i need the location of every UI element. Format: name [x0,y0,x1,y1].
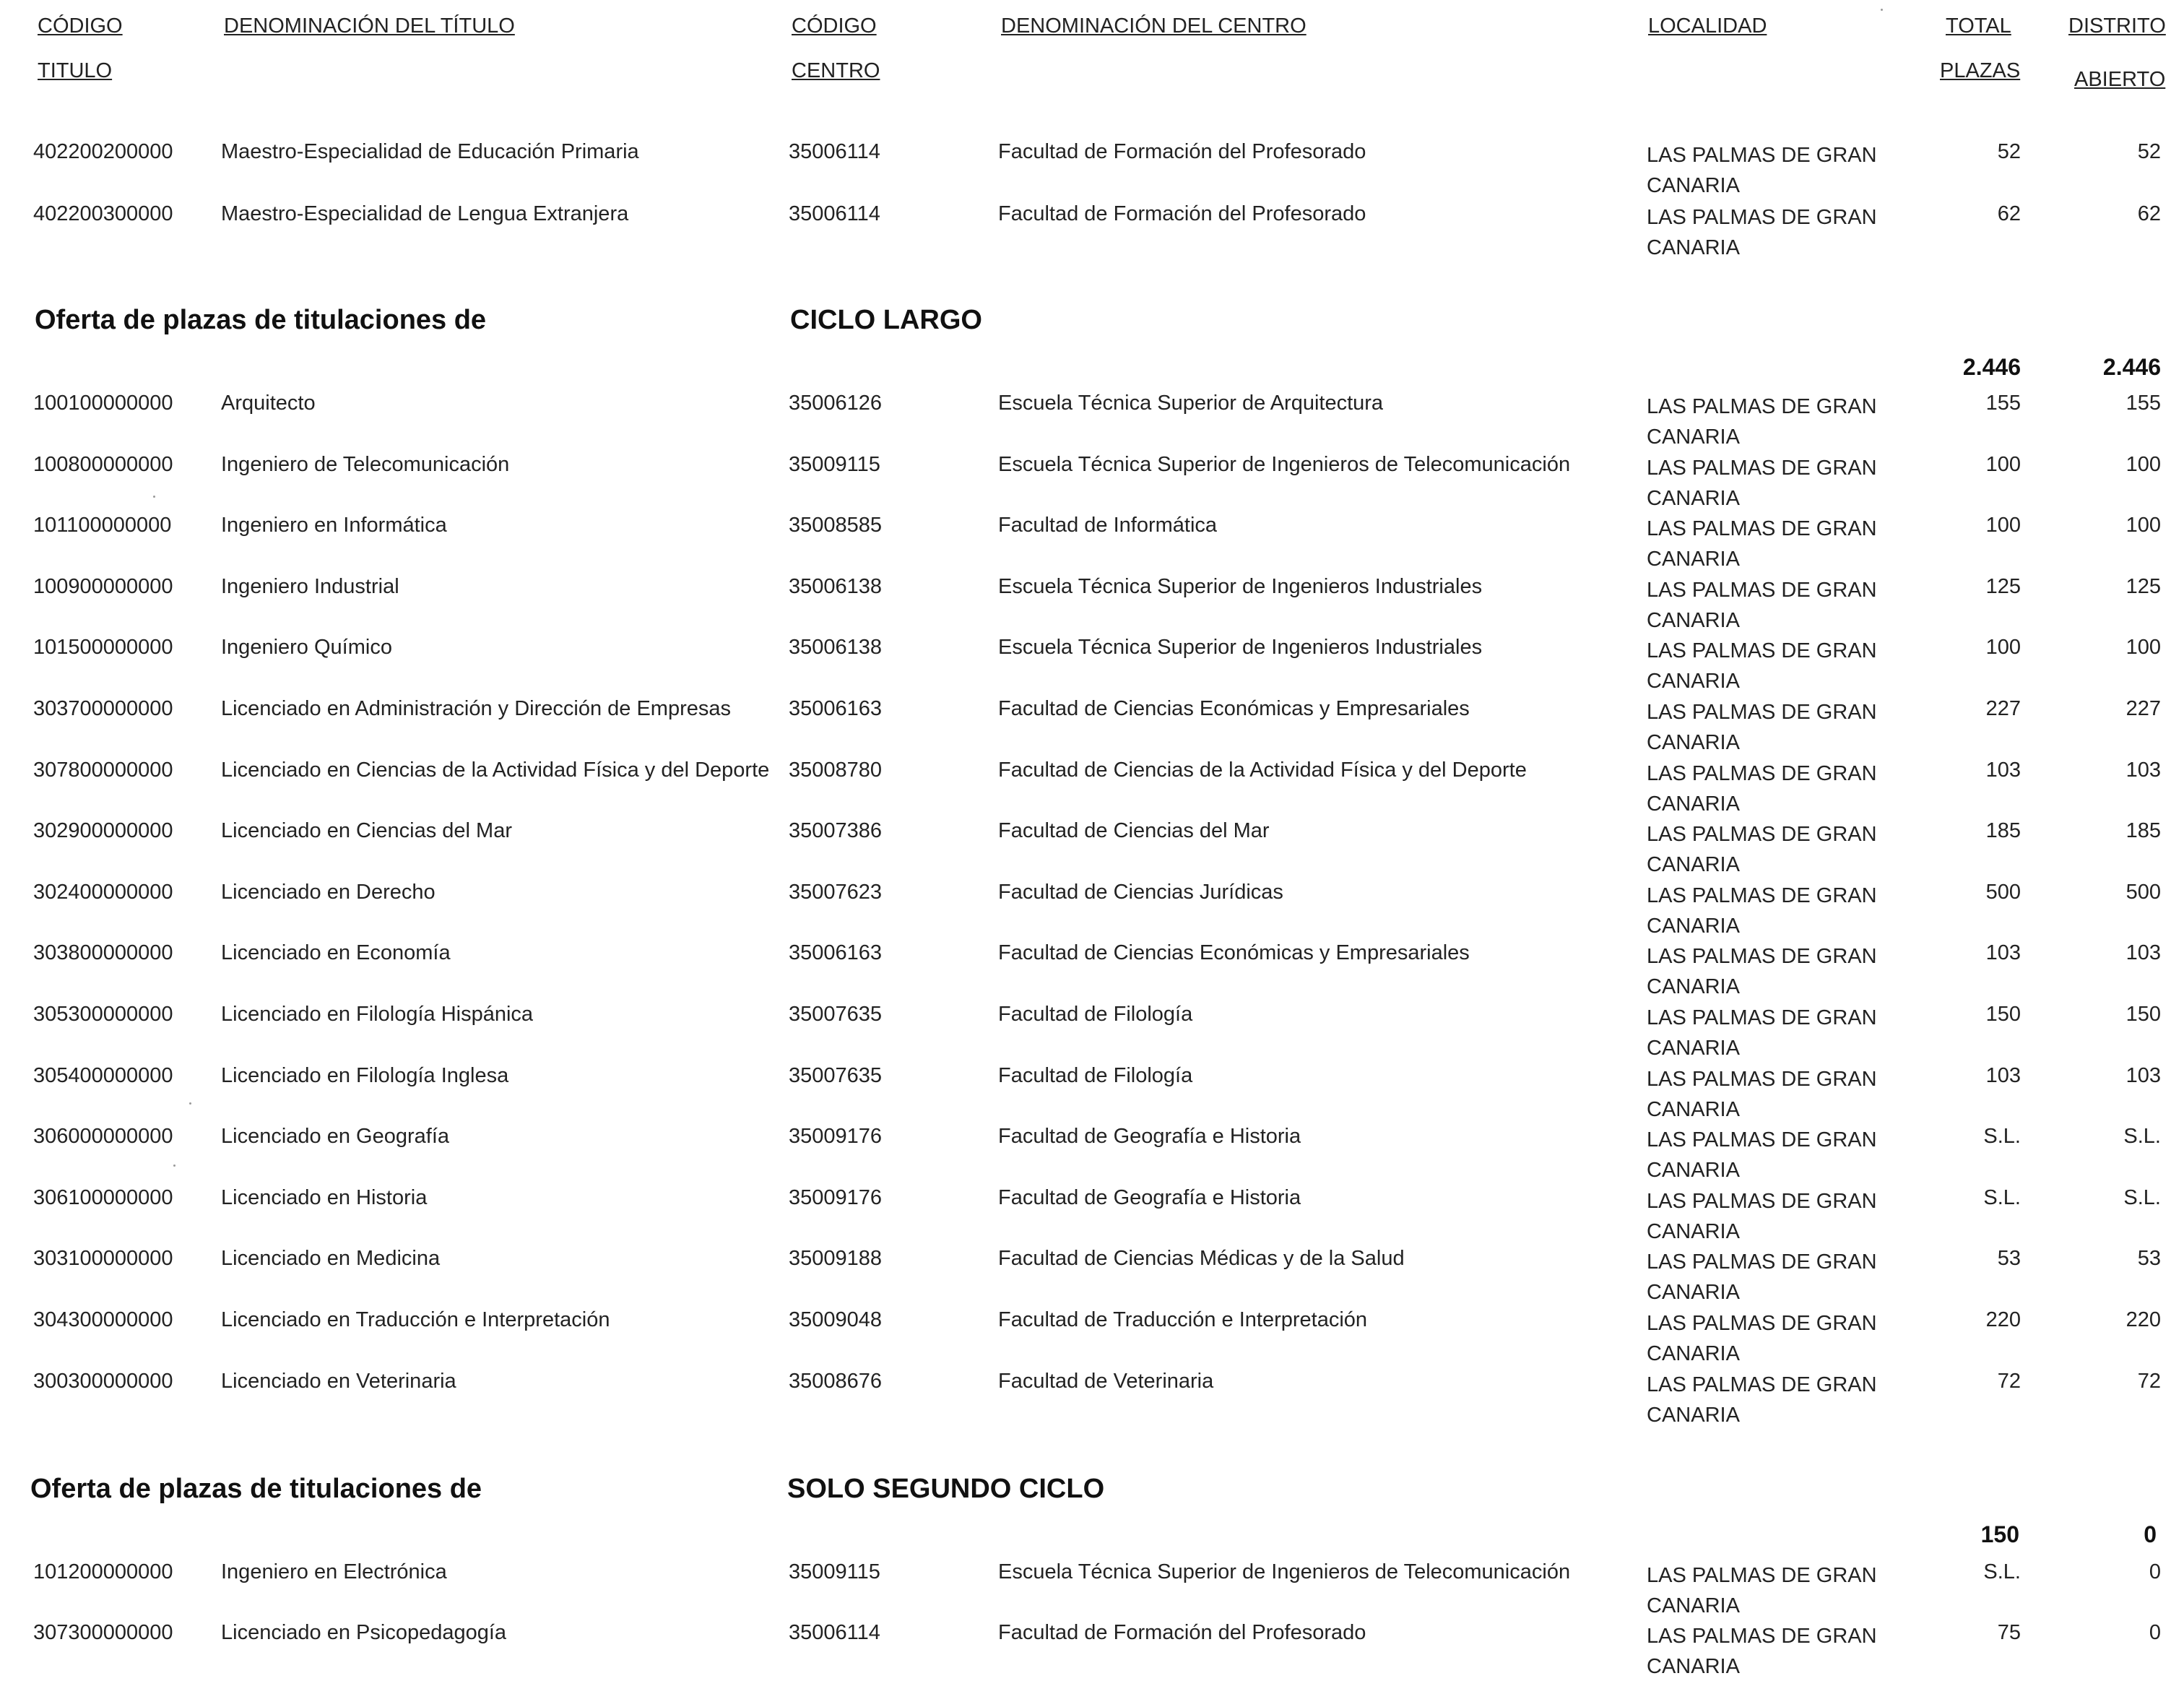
localidad: LAS PALMAS DE GRAN CANARIA [1647,1189,1877,1243]
codigo-centro: 35009048 [789,1308,883,1331]
header-denominacion-centro: DENOMINACIÓN DEL CENTRO [1001,14,1306,38]
codigo-centro: 35008676 [789,1369,883,1393]
distrito-abierto: 100 [2126,514,2161,537]
table-row [0,1247,2184,1308]
total-plazas: 52 [1997,140,2021,163]
codigo-centro: 35006138 [789,636,883,660]
codigo-titulo: 101500000000 [33,636,173,660]
codigo-titulo: 307800000000 [33,758,173,782]
localidad: LAS PALMAS DE GRAN CANARIA [1647,1128,1877,1183]
total-plazas: 72 [1997,1369,2021,1393]
section-type: SOLO SEGUNDO CICLO [787,1474,1105,1504]
denominacion-centro: Facultad de Ciencias de la Actividad Física y del Deporte [998,758,1527,782]
codigo-titulo: 100800000000 [33,452,173,476]
denominacion-centro: Escuela Técnica Superior de Ingenieros de Telecomunicación [998,452,1571,476]
table-row [0,1003,2184,1063]
distrito-abierto: 62 [2137,202,2161,225]
denominacion-titulo: Ingeniero en Informática [221,514,447,537]
denominacion-centro: Facultad de Veterinaria [998,1369,1214,1393]
table-row [0,1064,2184,1125]
table-row [0,1621,2184,1682]
denominacion-centro: Facultad de Ciencias Médicas y de la Salud [998,1247,1405,1271]
total-plazas: 150 [1985,1003,2021,1026]
distrito-abierto: 185 [2126,819,2161,843]
codigo-centro: 35007635 [789,1063,883,1087]
denominacion-centro: Facultad de Geografía e Historia [998,1125,1301,1149]
localidad: LAS PALMAS DE GRAN CANARIA [1647,456,1877,510]
localidad: LAS PALMAS DE GRAN CANARIA [1647,1373,1877,1427]
table-row [0,140,2184,201]
total-plazas: 100 [1985,636,2021,660]
total-plazas: 227 [1985,697,2021,720]
denominacion-titulo: Licenciado en Psicopedagogía [221,1621,507,1644]
total-plazas: 155 [1985,392,2021,415]
denominacion-titulo: Ingeniero Químico [221,636,392,660]
total-plazas: 185 [1985,819,2021,843]
localidad: LAS PALMAS DE GRAN CANARIA [1647,395,1877,449]
total-plazas: 2.446 [1962,354,2021,380]
denominacion-titulo: Licenciado en Derecho [221,880,436,904]
denominacion-titulo: Licenciado en Filología Hispánica [221,1003,534,1026]
distrito-abierto: 155 [2126,392,2161,415]
denominacion-centro: Facultad de Ciencias Jurídicas [998,880,1283,904]
localidad: LAS PALMAS DE GRAN CANARIA [1647,578,1877,632]
codigo-centro: 35006126 [789,392,883,415]
localidad: LAS PALMAS DE GRAN CANARIA [1647,517,1877,571]
codigo-titulo: 302400000000 [33,880,173,904]
localidad: LAS PALMAS DE GRAN CANARIA [1647,1312,1877,1365]
total-plazas: 103 [1985,1063,2021,1087]
distrito-abierto: 125 [2126,574,2161,598]
codigo-centro: 35009176 [789,1125,883,1149]
localidad: LAS PALMAS DE GRAN CANARIA [1647,761,1877,816]
denominacion-titulo: Licenciado en Historia [221,1185,428,1209]
table-row [0,575,2184,636]
denominacion-titulo: Licenciado en Veterinaria [221,1369,456,1393]
denominacion-titulo: Licenciado en Administración y Dirección de Empresas [221,697,732,720]
codigo-titulo: 304300000000 [33,1308,173,1331]
header-total-2: PLAZAS [1940,59,2021,82]
codigo-centro: 35009115 [789,452,880,476]
distrito-abierto: 220 [2126,1308,2161,1331]
codigo-titulo: 302900000000 [33,819,173,843]
header-codigo-centro-2: CENTRO [792,59,880,82]
codigo-titulo: 303800000000 [33,941,173,965]
distrito-abierto: S.L. [2123,1185,2161,1209]
table-row [0,453,2184,514]
table-row [0,941,2184,1002]
distrito-abierto: 103 [2126,758,2161,782]
table-row [0,514,2184,574]
total-plazas: 62 [1997,202,2021,225]
denominacion-titulo: Maestro-Especialidad de Lengua Extranjera [221,202,629,225]
distrito-abierto: 150 [2126,1003,2161,1026]
distrito-abierto: 103 [2126,941,2161,965]
codigo-titulo: 303700000000 [33,697,173,720]
header-denominacion-titulo: DENOMINACIÓN DEL TÍTULO [224,14,515,38]
denominacion-titulo: Licenciado en Ciencias del Mar [221,819,512,843]
distrito-abierto: 53 [2137,1247,2161,1271]
denominacion-centro: Facultad de Formación del Profesorado [998,1621,1366,1644]
denominacion-centro: Facultad de Formación del Profesorado [998,202,1366,225]
codigo-titulo: 300300000000 [33,1369,173,1393]
total-distrito: 2.446 [2102,354,2161,380]
total-plazas: S.L. [1983,1560,2021,1583]
table-row [0,1186,2184,1247]
codigo-centro: 35007623 [789,880,883,904]
table-row [0,881,2184,941]
scan-speck [1881,9,1883,11]
codigo-centro: 35008585 [789,514,883,537]
denominacion-centro: Facultad de Geografía e Historia [998,1185,1301,1209]
denominacion-titulo: Licenciado en Traducción e Interpretación [221,1308,610,1331]
denominacion-centro: Escuela Técnica Superior de Ingenieros de Telecomunicación [998,1560,1571,1583]
distrito-abierto: 52 [2137,140,2161,163]
distrito-abierto: 103 [2126,1063,2161,1087]
section-label: Oferta de plazas de titulaciones de [35,305,487,335]
codigo-titulo: 303100000000 [33,1247,173,1271]
denominacion-titulo: Ingeniero Industrial [221,574,399,598]
total-distrito: 0 [2144,1521,2157,1547]
total-plazas: 103 [1985,941,2021,965]
codigo-titulo: 305300000000 [33,1003,173,1026]
denominacion-titulo: Licenciado en Ciencias de la Actividad Física y del Deporte [221,758,770,782]
table-row [0,819,2184,880]
total-plazas: 125 [1985,574,2021,598]
localidad: LAS PALMAS DE GRAN CANARIA [1647,206,1877,259]
table-row [0,1308,2184,1369]
total-plazas: 150 [1980,1521,2019,1547]
distrito-abierto: 0 [2149,1560,2161,1583]
codigo-centro: 35007635 [789,1003,883,1026]
codigo-titulo: 100900000000 [33,574,173,598]
total-plazas: S.L. [1983,1125,2021,1149]
codigo-titulo: 306100000000 [33,1185,173,1209]
header-codigo-centro: CÓDIGO [792,14,877,38]
denominacion-titulo: Maestro-Especialidad de Educación Primaria [221,140,639,163]
codigo-titulo: 101100000000 [33,514,172,537]
codigo-centro: 35006114 [789,140,880,163]
localidad: LAS PALMAS DE GRAN CANARIA [1647,144,1877,197]
table-header [0,0,2184,108]
codigo-titulo: 402200200000 [33,140,173,163]
localidad: LAS PALMAS DE GRAN CANARIA [1647,1625,1877,1678]
header-codigo-titulo-2: TITULO [38,59,113,82]
localidad: LAS PALMAS DE GRAN CANARIA [1647,701,1877,754]
codigo-titulo: 402200300000 [33,202,173,225]
localidad: LAS PALMAS DE GRAN CANARIA [1647,1250,1877,1305]
total-plazas: 103 [1985,758,2021,782]
codigo-centro: 35006114 [789,1621,880,1644]
distrito-abierto: S.L. [2123,1125,2161,1149]
denominacion-centro: Escuela Técnica Superior de Ingenieros Industriales [998,574,1483,598]
denominacion-centro: Facultad de Ciencias del Mar [998,819,1270,843]
distrito-abierto: 0 [2149,1621,2161,1644]
total-plazas: 220 [1985,1308,2021,1331]
denominacion-titulo: Licenciado en Filología Inglesa [221,1063,509,1087]
total-plazas: 75 [1997,1621,2021,1644]
denominacion-centro: Facultad de Informática [998,514,1218,537]
total-plazas: 500 [1985,880,2021,904]
total-plazas: 100 [1985,452,2021,476]
header-distrito: DISTRITO [2068,14,2166,38]
localidad: LAS PALMAS DE GRAN CANARIA [1647,1067,1877,1121]
table-row [0,697,2184,758]
denominacion-titulo: Ingeniero de Telecomunicación [221,452,510,476]
codigo-centro: 35008780 [789,758,883,782]
total-plazas: S.L. [1983,1185,2021,1209]
codigo-centro: 35007386 [789,819,883,843]
localidad: LAS PALMAS DE GRAN CANARIA [1647,639,1877,693]
codigo-centro: 35006163 [789,697,883,720]
denominacion-centro: Escuela Técnica Superior de Ingenieros Industriales [998,636,1483,660]
header-distrito-2: ABIERTO [2074,68,2166,91]
table-row [0,759,2184,819]
table-row [0,1125,2184,1185]
denominacion-centro: Facultad de Filología [998,1063,1193,1087]
codigo-centro: 35006163 [789,941,883,965]
denominacion-centro: Facultad de Filología [998,1003,1193,1026]
denominacion-titulo: Ingeniero en Electrónica [221,1560,447,1583]
codigo-centro: 35006114 [789,202,880,225]
localidad: LAS PALMAS DE GRAN CANARIA [1647,823,1877,877]
header-total: TOTAL [1946,14,2011,38]
denominacion-centro: Escuela Técnica Superior de Arquitectura [998,392,1384,415]
denominacion-titulo: Arquitecto [221,392,316,415]
denominacion-titulo: Licenciado en Medicina [221,1247,441,1271]
codigo-titulo: 307300000000 [33,1621,173,1644]
codigo-centro: 35009115 [789,1560,880,1583]
codigo-titulo: 101200000000 [33,1560,173,1583]
table-row [0,392,2184,452]
denominacion-titulo: Licenciado en Geografía [221,1125,449,1149]
localidad: LAS PALMAS DE GRAN CANARIA [1647,883,1877,938]
header-codigo-titulo: CÓDIGO [38,14,123,38]
total-plazas: 53 [1997,1247,2021,1271]
denominacion-centro: Facultad de Ciencias Económicas y Empresariales [998,697,1470,720]
codigo-centro: 35006138 [789,574,883,598]
codigo-titulo: 306000000000 [33,1125,173,1149]
localidad: LAS PALMAS DE GRAN CANARIA [1647,945,1877,999]
localidad: LAS PALMAS DE GRAN CANARIA [1647,1006,1877,1060]
distrito-abierto: 100 [2126,452,2161,476]
section-label: Oferta de plazas de titulaciones de [30,1474,482,1504]
table-row [0,1370,2184,1430]
distrito-abierto: 100 [2126,636,2161,660]
total-plazas: 100 [1985,514,2021,537]
table-row [0,636,2184,696]
scan-speck [173,1164,176,1167]
table-row [0,202,2184,263]
header-localidad: LOCALIDAD [1648,14,1767,38]
denominacion-centro: Facultad de Ciencias Económicas y Empresariales [998,941,1470,965]
denominacion-centro: Facultad de Formación del Profesorado [998,140,1366,163]
denominacion-titulo: Licenciado en Economía [221,941,451,965]
scan-speck [153,496,155,498]
codigo-titulo: 305400000000 [33,1063,173,1087]
codigo-titulo: 100100000000 [33,392,173,415]
localidad: LAS PALMAS DE GRAN CANARIA [1647,1564,1877,1617]
codigo-centro: 35009176 [789,1185,883,1209]
scan-speck [189,1102,191,1105]
distrito-abierto: 72 [2137,1369,2161,1393]
distrito-abierto: 500 [2126,880,2161,904]
table-row [0,1560,2184,1621]
distrito-abierto: 227 [2126,697,2161,720]
section-type: CICLO LARGO [790,305,982,335]
denominacion-centro: Facultad de Traducción e Interpretación [998,1308,1368,1331]
codigo-centro: 35009188 [789,1247,883,1271]
